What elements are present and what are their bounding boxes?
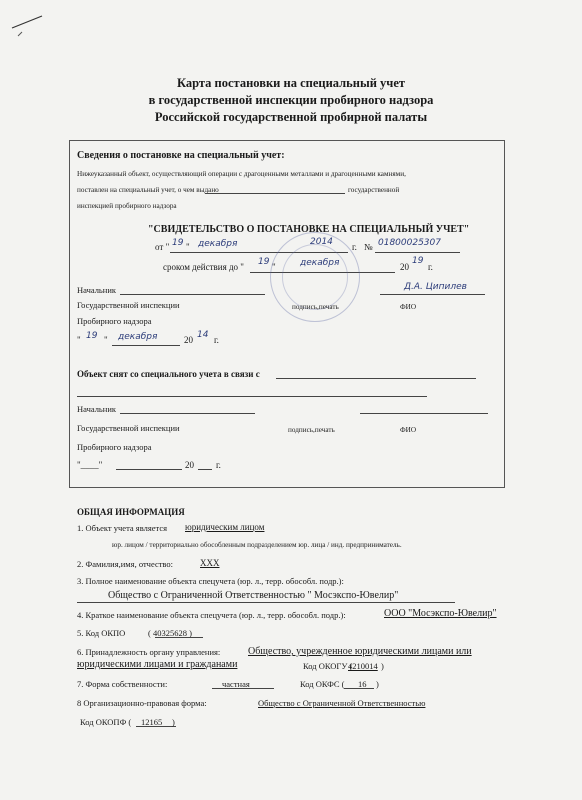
removal-reason-line2 — [77, 396, 427, 397]
registration-intro-line3: инспекцией пробирного надзора — [77, 202, 177, 210]
item7-value: частная — [222, 679, 250, 689]
registration-date-close: " — [104, 335, 108, 345]
removal-fio-line — [360, 413, 488, 414]
okfs-line — [344, 688, 374, 689]
registration-date-year-prefix: 20 — [184, 335, 193, 345]
item5-label: 5. Код ОКПО — [77, 628, 126, 638]
item2-label: 2. Фамилия,имя, отчество: — [77, 559, 173, 569]
okogu-label: Код ОКОГУ ( — [303, 661, 353, 671]
okogu-close: ) — [381, 661, 384, 671]
item5-value: ( 40325628 ) — [148, 628, 192, 638]
registration-date-day: 19 — [86, 331, 98, 341]
removal-signature-label: подпись,печать — [288, 426, 335, 434]
valid-until-quote: " — [272, 262, 276, 272]
official-stamp-inner-icon — [282, 244, 348, 310]
item5-line — [155, 637, 203, 638]
certificate-from-quote: " — [186, 242, 190, 252]
registration-date-month-line — [112, 345, 180, 346]
item7-label: 7. Форма собственности: — [77, 679, 168, 689]
removal-date-month-line — [116, 469, 182, 470]
page-title-line1: Карта постановки на специальный учет — [176, 76, 406, 90]
registration-date-open: " — [77, 335, 81, 345]
certificate-from-year: 2014 — [310, 237, 333, 247]
pen-mark-icon — [8, 10, 48, 38]
item3-line — [77, 602, 455, 603]
valid-until-year-suffix: г. — [428, 262, 433, 272]
item8-label: 8 Организационно-правовая форма: — [77, 698, 207, 708]
signature-label: подпись,печать — [292, 303, 339, 311]
removal-supervision-label: Пробирного надзора — [77, 442, 152, 452]
certificate-number-line — [375, 252, 460, 253]
item6-label: 6. Принадлежность органу управления: — [77, 647, 221, 657]
removal-date-suffix: г. — [216, 460, 221, 470]
removal-fio-label: ФИО — [400, 426, 417, 434]
certificate-from-day: 19 — [172, 238, 184, 248]
chief-line — [120, 294, 265, 295]
okopf-label: Код ОКОПФ ( — [80, 717, 132, 727]
valid-until-year-prefix: 20 — [400, 262, 409, 272]
issued-field-line — [205, 193, 345, 194]
item1-value: юридическим лицом — [185, 522, 265, 532]
certificate-number-label: № — [364, 242, 373, 252]
item6-value-line2: юридическими лицами и гражданами — [77, 659, 238, 670]
valid-until-year: 19 — [412, 256, 424, 266]
fio-label: ФИО — [400, 303, 417, 311]
okopf-value: 12165 — [141, 717, 163, 727]
item7-line — [212, 688, 274, 689]
registration-date-month: декабря — [118, 332, 158, 342]
okopf-close: ) — [172, 717, 175, 727]
removal-reason-line — [276, 378, 476, 379]
registration-date-suffix: г. — [214, 335, 219, 345]
removal-date-year-line — [198, 469, 212, 470]
general-heading: ОБЩАЯ ИНФОРМАЦИЯ — [77, 507, 185, 517]
supervision-label: Пробирного надзора — [77, 316, 152, 326]
okogu-value: 4210014 — [348, 661, 378, 671]
chief-label: Начальник — [77, 285, 117, 295]
item8-value: Общество с Ограниченной Ответственностью — [258, 698, 426, 708]
okfs-close: ) — [376, 679, 379, 689]
registration-date-year: 14 — [197, 330, 209, 340]
removal-chief-label: Начальник — [77, 404, 117, 414]
item1-note: юр. лицом / территориально обособленным подразделением юр. лица / инд. предприниматель. — [112, 541, 402, 549]
removal-date-template: "____" — [77, 460, 103, 470]
certificate-from-label: от " — [155, 242, 170, 252]
removal-heading: Объект снят со специального учета в связи с — [77, 369, 260, 379]
removal-date-year: 20 — [185, 460, 194, 470]
certificate-from-month: декабря — [198, 239, 238, 249]
certificate-number-value: 01800025307 — [378, 238, 441, 248]
certificate-from-year-suffix: г. — [352, 242, 357, 252]
registration-heading: Сведения о постановке на специальный учет: — [77, 150, 285, 161]
registration-intro-line2-end: государственной — [348, 186, 400, 194]
registration-intro-line2: поставлен на специальный учет, о чем выдано — [77, 186, 219, 194]
item3-value: Общество с Ограниченной Ответственностью " Мосэкспо-Ювелир" — [108, 590, 399, 601]
item6-value-line1: Общество, учрежденное юридическими лицами или — [248, 646, 472, 657]
item2-value: XXX — [200, 558, 220, 568]
certificate-title: "СВИДЕТЕЛЬСТВО О ПОСТАНОВКЕ НА СПЕЦИАЛЬНЫЙ УЧЕТ" — [148, 224, 470, 235]
okfs-value: 16 — [358, 679, 367, 689]
valid-until-label: сроком действия до " — [163, 262, 244, 272]
registration-intro-line1: Нижеуказанный объект, осуществляющий операции с драгоценными металлами и драгоценными камнями, — [77, 170, 406, 178]
valid-until-day: 19 — [258, 257, 270, 267]
item1-label: 1. Объект учета является — [77, 523, 168, 533]
page-title-line2: в государственной инспекции пробирного надзора — [148, 93, 434, 107]
fio-line — [380, 294, 485, 295]
okfs-label: Код ОКФС ( — [300, 679, 345, 689]
item4-label: 4. Краткое наименование объекта спецучета (юр. л., терр. обособл. подр.): — [77, 610, 346, 620]
okopf-line — [136, 726, 176, 727]
valid-until-month: декабря — [300, 258, 340, 268]
fio-value: Д.А. Ципилев — [404, 282, 467, 292]
removal-inspection-label: Государственной инспекции — [77, 423, 180, 433]
removal-chief-line — [120, 413, 255, 414]
item3-label: 3. Полное наименование объекта спецучета (юр. л., терр. обособл. подр.): — [77, 576, 344, 586]
item4-value: ООО "Мосэкспо-Ювелир" — [384, 608, 497, 619]
page-title-line3: Российской государственной пробирной палаты — [154, 110, 428, 124]
inspection-label: Государственной инспекции — [77, 300, 180, 310]
